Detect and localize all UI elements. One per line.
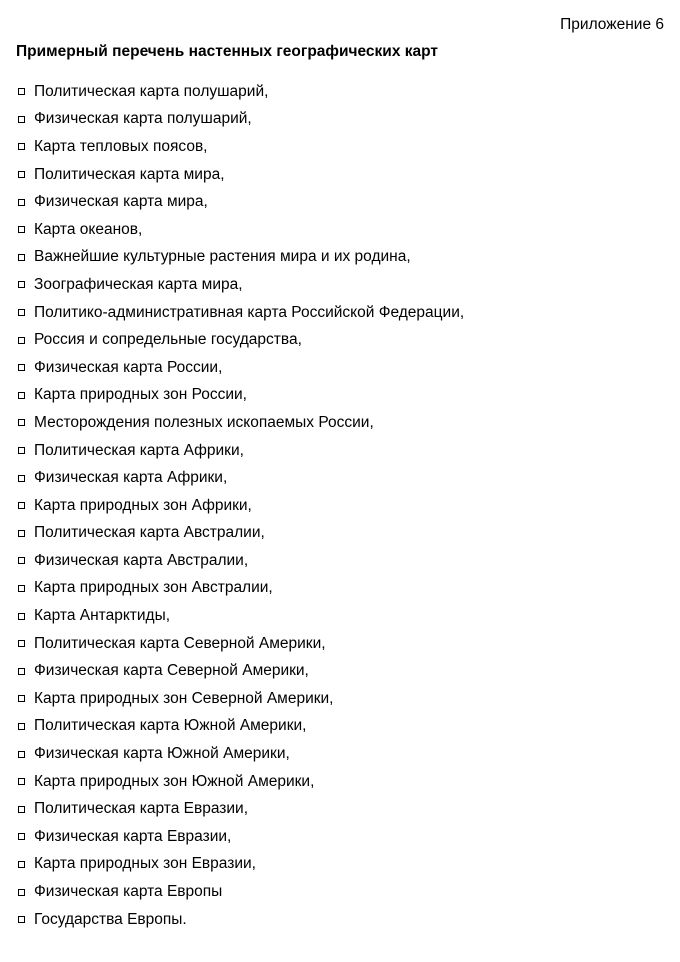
list-item-label: Политическая карта Южной Америки,: [34, 717, 307, 735]
appendix-label: Приложение 6: [560, 16, 664, 33]
list-item-label: Политическая карта Африки,: [34, 441, 244, 459]
list-item-label: Карта природных зон Южной Америки,: [34, 772, 315, 790]
square-bullet-icon: [18, 751, 25, 758]
square-bullet-icon: [18, 88, 25, 95]
list-item: [16, 685, 464, 713]
list-item-label: Физическая карта России,: [34, 358, 223, 376]
list-item: [16, 630, 464, 658]
list-item: [16, 78, 464, 106]
list-item-label: Карта тепловых поясов,: [34, 137, 208, 155]
list-item-label: Карта природных зон Северной Америки,: [34, 689, 334, 707]
square-bullet-icon: [18, 889, 25, 896]
square-bullet-icon: [18, 778, 25, 785]
list-item: [16, 326, 464, 354]
list-item: [16, 244, 464, 272]
list-item-label: Физическая карта Южной Америки,: [34, 745, 290, 763]
list-item: [16, 133, 464, 161]
list-item-label: Государства Европы.: [34, 910, 187, 928]
list-item-label: Карта природных зон Африки,: [34, 496, 252, 514]
list-item: [16, 575, 464, 603]
map-list: [16, 78, 464, 933]
list-item-label: Политико-административная карта Российской Федерации,: [34, 303, 465, 321]
square-bullet-icon: [18, 613, 25, 620]
list-item: [16, 602, 464, 630]
list-item-label: Карта океанов,: [34, 220, 143, 238]
square-bullet-icon: [18, 723, 25, 730]
square-bullet-icon: [18, 557, 25, 564]
square-bullet-icon: [18, 475, 25, 482]
list-item-label: Политическая карта мира,: [34, 165, 225, 183]
list-item: [16, 437, 464, 465]
list-item-label: Политическая карта полушарий,: [34, 82, 269, 100]
list-item-label: Карта Антарктиды,: [34, 607, 171, 625]
list-item: [16, 382, 464, 410]
square-bullet-icon: [18, 502, 25, 509]
square-bullet-icon: [18, 364, 25, 371]
square-bullet-icon: [18, 171, 25, 178]
square-bullet-icon: [18, 419, 25, 426]
square-bullet-icon: [18, 916, 25, 923]
list-item: [16, 299, 464, 327]
list-item: [16, 492, 464, 520]
list-item-label: Важнейшие культурные растения мира и их родина,: [34, 248, 411, 266]
list-item-label: Карта природных зон России,: [34, 386, 247, 404]
list-item: [16, 795, 464, 823]
document-title: Примерный перечень настенных географических карт: [16, 43, 438, 60]
list-item: [16, 161, 464, 189]
list-item: [16, 216, 464, 244]
square-bullet-icon: [18, 806, 25, 813]
list-item: [16, 878, 464, 906]
list-item-label: Россия и сопредельные государства,: [34, 331, 302, 349]
list-item: [16, 464, 464, 492]
square-bullet-icon: [18, 640, 25, 647]
list-item-label: Зоографическая карта мира,: [34, 275, 243, 293]
list-item-label: Физическая карта полушарий,: [34, 110, 252, 128]
list-item-label: Карта природных зон Австралии,: [34, 579, 273, 597]
square-bullet-icon: [18, 143, 25, 150]
list-item: [16, 547, 464, 575]
square-bullet-icon: [18, 226, 25, 233]
square-bullet-icon: [18, 530, 25, 537]
list-item: [16, 713, 464, 741]
list-item: [16, 106, 464, 134]
list-item-label: Месторождения полезных ископаемых России,: [34, 413, 374, 431]
list-item: [16, 657, 464, 685]
square-bullet-icon: [18, 695, 25, 702]
list-item: [16, 520, 464, 548]
square-bullet-icon: [18, 116, 25, 123]
square-bullet-icon: [18, 861, 25, 868]
list-item: [16, 409, 464, 437]
list-item: [16, 271, 464, 299]
list-item: [16, 740, 464, 768]
list-item-label: Физическая карта Австралии,: [34, 551, 249, 569]
square-bullet-icon: [18, 199, 25, 206]
list-item-label: Физическая карта Евразии,: [34, 827, 232, 845]
square-bullet-icon: [18, 254, 25, 261]
list-item-label: Физическая карта мира,: [34, 193, 208, 211]
list-item: [16, 188, 464, 216]
list-item-label: Физическая карта Европы: [34, 883, 223, 901]
list-item: [16, 906, 464, 934]
list-item: [16, 354, 464, 382]
list-item-label: Политическая карта Северной Америки,: [34, 634, 326, 652]
list-item-label: Физическая карта Северной Америки,: [34, 662, 309, 680]
square-bullet-icon: [18, 281, 25, 288]
square-bullet-icon: [18, 585, 25, 592]
square-bullet-icon: [18, 833, 25, 840]
square-bullet-icon: [18, 447, 25, 454]
list-item: [16, 823, 464, 851]
list-item-label: Карта природных зон Евразии,: [34, 855, 256, 873]
list-item-label: Физическая карта Африки,: [34, 469, 228, 487]
square-bullet-icon: [18, 392, 25, 399]
list-item-label: Политическая карта Евразии,: [34, 800, 249, 818]
square-bullet-icon: [18, 309, 25, 316]
list-item: [16, 768, 464, 796]
list-item: [16, 851, 464, 879]
list-item-label: Политическая карта Австралии,: [34, 524, 265, 542]
square-bullet-icon: [18, 668, 25, 675]
square-bullet-icon: [18, 337, 25, 344]
